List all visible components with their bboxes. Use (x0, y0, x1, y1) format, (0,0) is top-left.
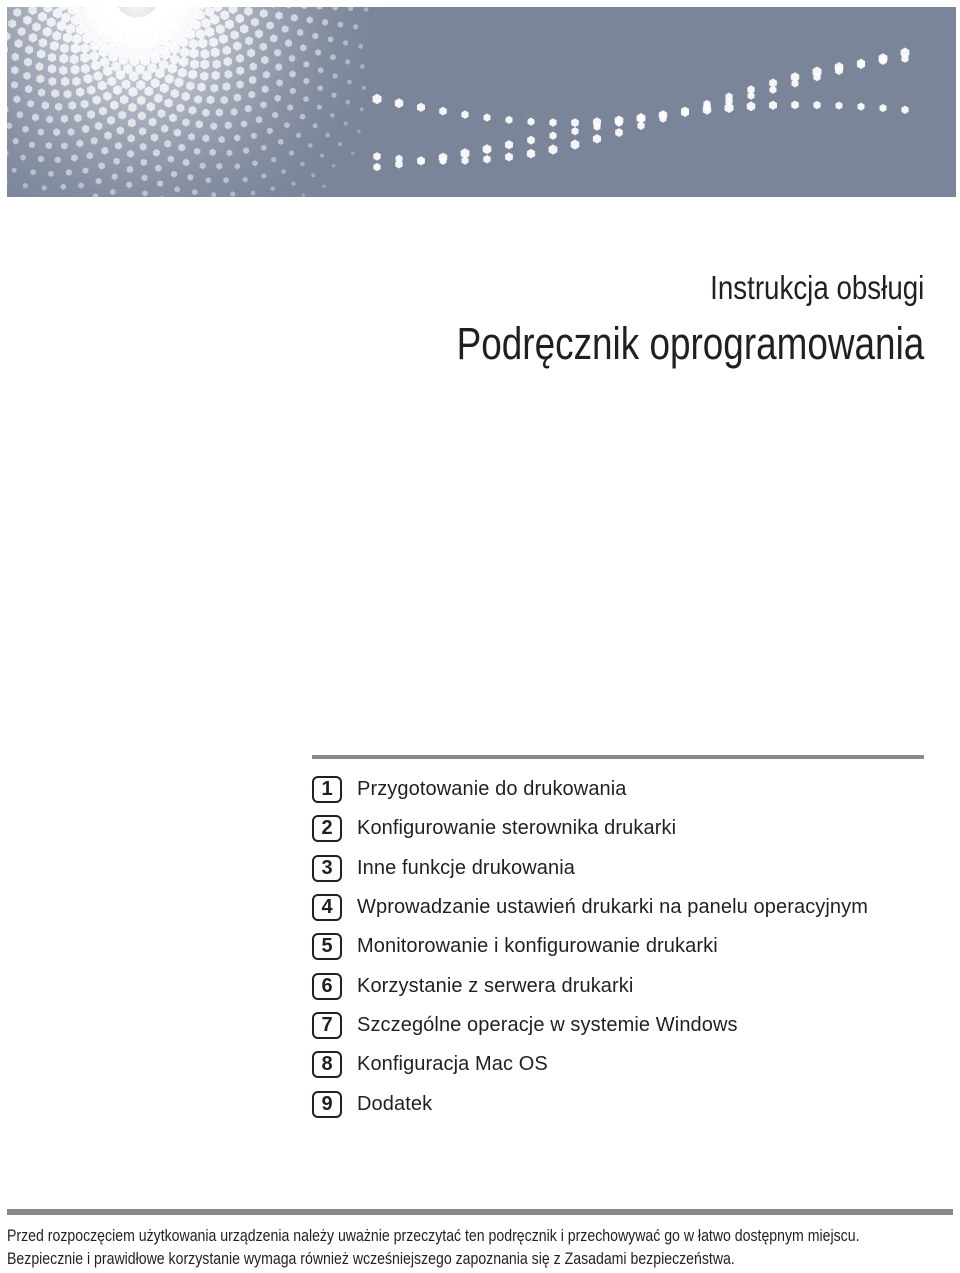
chapter-number-badge: 5 (312, 933, 342, 960)
toc-item-1[interactable] (312, 770, 868, 809)
chapter-number-badge: 6 (312, 973, 342, 1000)
chapter-number-badge: 9 (312, 1091, 342, 1118)
notice-divider (7, 1209, 953, 1215)
chapter-title: Przygotowanie do drukowania (357, 778, 627, 801)
chapter-number-badge: 2 (312, 815, 342, 842)
chapter-number-badge: 4 (312, 894, 342, 921)
title-block (354, 268, 924, 372)
toc-item-4[interactable] (312, 888, 868, 927)
notice-line-1: Przed rozpoczęciem użytkowania urządzenia należy uważnie przeczytać ten podręcznik i przechowywać go w łatwo dostępnym miejscu. (7, 1226, 860, 1245)
table-of-contents (312, 770, 868, 1124)
chapter-number-badge: 8 (312, 1051, 342, 1078)
toc-item-7[interactable] (312, 1006, 868, 1045)
chapter-title: Wprowadzanie ustawień drukarki na panelu operacyjnym (357, 896, 869, 919)
toc-item-2[interactable] (312, 809, 868, 848)
toc-item-5[interactable] (312, 927, 868, 966)
chapter-title: Inne funkcje drukowania (357, 856, 575, 879)
document-subtitle: Instrukcja obsługi (709, 269, 924, 306)
chapter-number-badge: 1 (312, 776, 342, 803)
cover-banner (7, 7, 956, 197)
chapter-title: Konfigurowanie sterownika drukarki (357, 817, 677, 840)
chapter-title: Korzystanie z serwera drukarki (357, 974, 634, 997)
chapter-title: Konfiguracja Mac OS (357, 1053, 548, 1076)
chapter-number-badge: 3 (312, 855, 342, 882)
toc-divider (312, 755, 924, 759)
chapter-number-badge: 7 (312, 1012, 342, 1039)
chapter-title: Monitorowanie i konfigurowanie drukarki (357, 935, 718, 958)
toc-item-8[interactable] (312, 1045, 868, 1084)
toc-item-6[interactable] (312, 966, 868, 1005)
chapter-title: Dodatek (357, 1092, 433, 1115)
document-title: Podręcznik oprogramowania (456, 318, 924, 369)
chapter-title: Szczególne operacje w systemie Windows (357, 1013, 738, 1036)
toc-item-9[interactable] (312, 1084, 868, 1123)
toc-item-3[interactable] (312, 849, 868, 888)
banner-graphic (7, 7, 956, 197)
notice-line-2: Bezpiecznie i prawidłowe korzystanie wymaga również wcześniejszego zapoznania się z Zasadami bezpieczeństwa. (7, 1249, 735, 1268)
safety-notice (7, 1224, 953, 1270)
